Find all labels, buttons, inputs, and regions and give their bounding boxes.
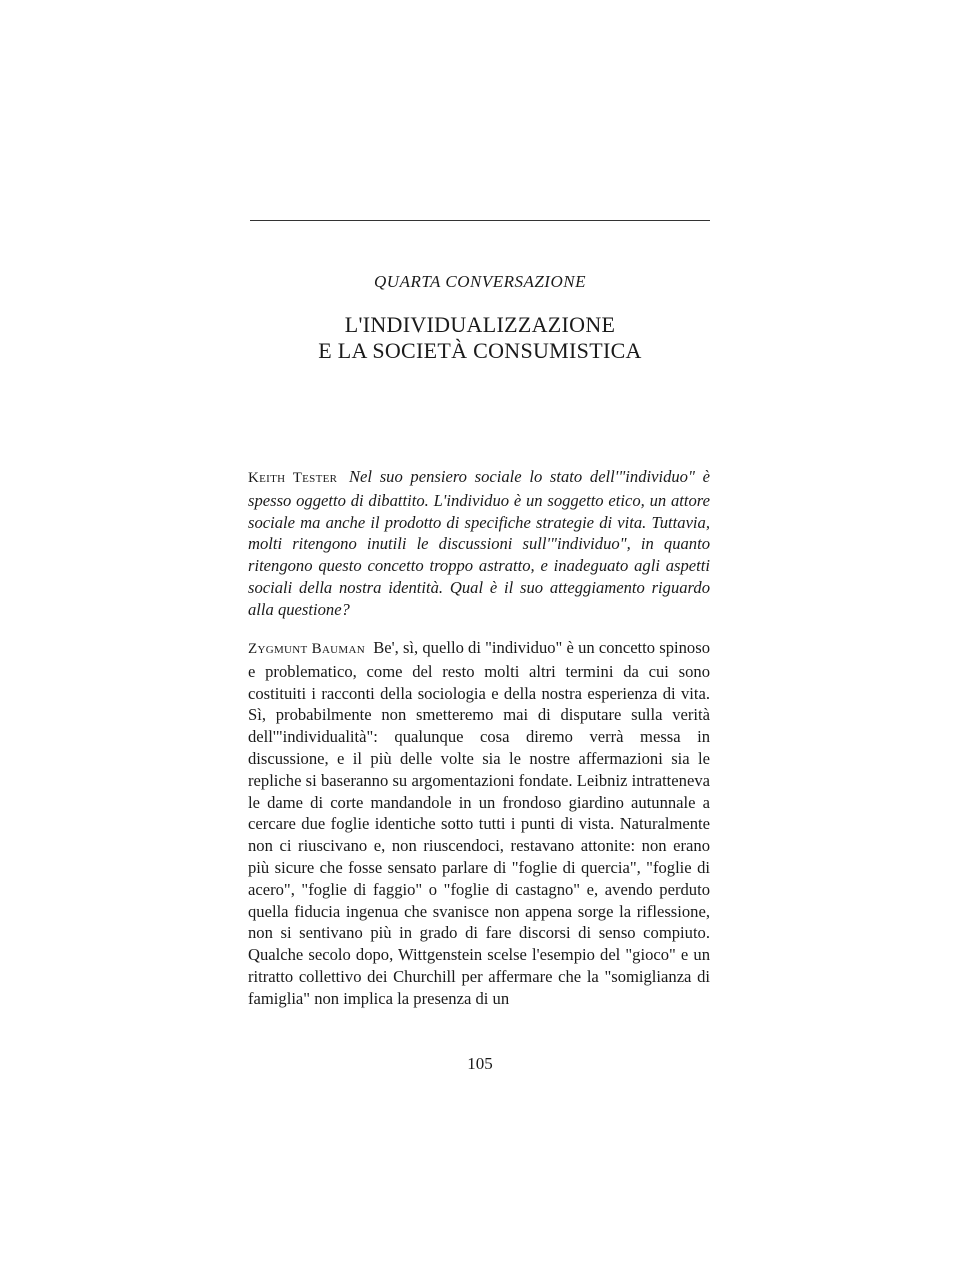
question-text: Nel suo pensiero sociale lo stato dell'"individuo" è spesso oggetto di dibattito. L'individuo è un soggetto etico, un attore sociale ma anche il prodotto di specifiche strategie di vita. Tuttavia, molti ritengono inutili le discussioni sull'"individuo", in quanto ritengono questo concetto troppo astratto, e inadeguato agli aspetti sociali della nostra identità. Qual è il suo atteggiamento riguardo alla questione?: [248, 467, 710, 619]
section-label: QUARTA CONVERSAZIONE: [374, 272, 586, 291]
answer-text: Be', sì, quello di "individuo" è un concetto spinoso e problematico, come del resto molti altri termini da cui sono costituiti i racconti della sociologia e della nostra esperienza di vita. Sì, probabilmente non smetteremo mai di disputare sulla verità dell'"individualità": qualunque cosa diremo verrà messa in discussione, e il più delle volte sia le nostre affermazioni sia le repliche si baseranno su argomentazioni fondate. Leibniz intratteneva le dame di corte mandandole in un frondoso giardino autunnale a cercare due foglie identiche sotto tutti i punti di vista. Naturalmente non ci riuscivano e, non riuscendoci, restavano attonite: non erano più sicure che fosse sensato parlare di "foglie di quercia", "foglie di acero", "foglie di faggio" o "foglie di castagno" e, avendo perduto quella fiducia ingenua che svanisce non appena sorge la riflessione, non si sentivano più in grado di fare discorsi di senso compiuto. Qualche secolo dopo, Wittgenstein scelse l'esempio del "gioco" e un ritratto collettivo dei Churchill per affermare che la "somiglianza di famiglia" non implica la presenza di un: [248, 638, 710, 1008]
chapter-title: [250, 312, 710, 364]
chapter-title-line-1: L'INDIVIDUALIZZAZIONE: [344, 312, 616, 337]
chapter-title-line-2: E LA SOCIETÀ CONSUMISTICA: [318, 338, 642, 363]
header-rule-gap: [250, 218, 430, 220]
answer-paragraph: [248, 637, 710, 1010]
page-number: 105: [467, 1054, 493, 1073]
question-paragraph: [248, 466, 710, 621]
question-speaker: Keith Tester: [248, 470, 338, 486]
header-rule: [250, 220, 710, 221]
answer-speaker: Zygmunt Bauman: [248, 641, 365, 657]
